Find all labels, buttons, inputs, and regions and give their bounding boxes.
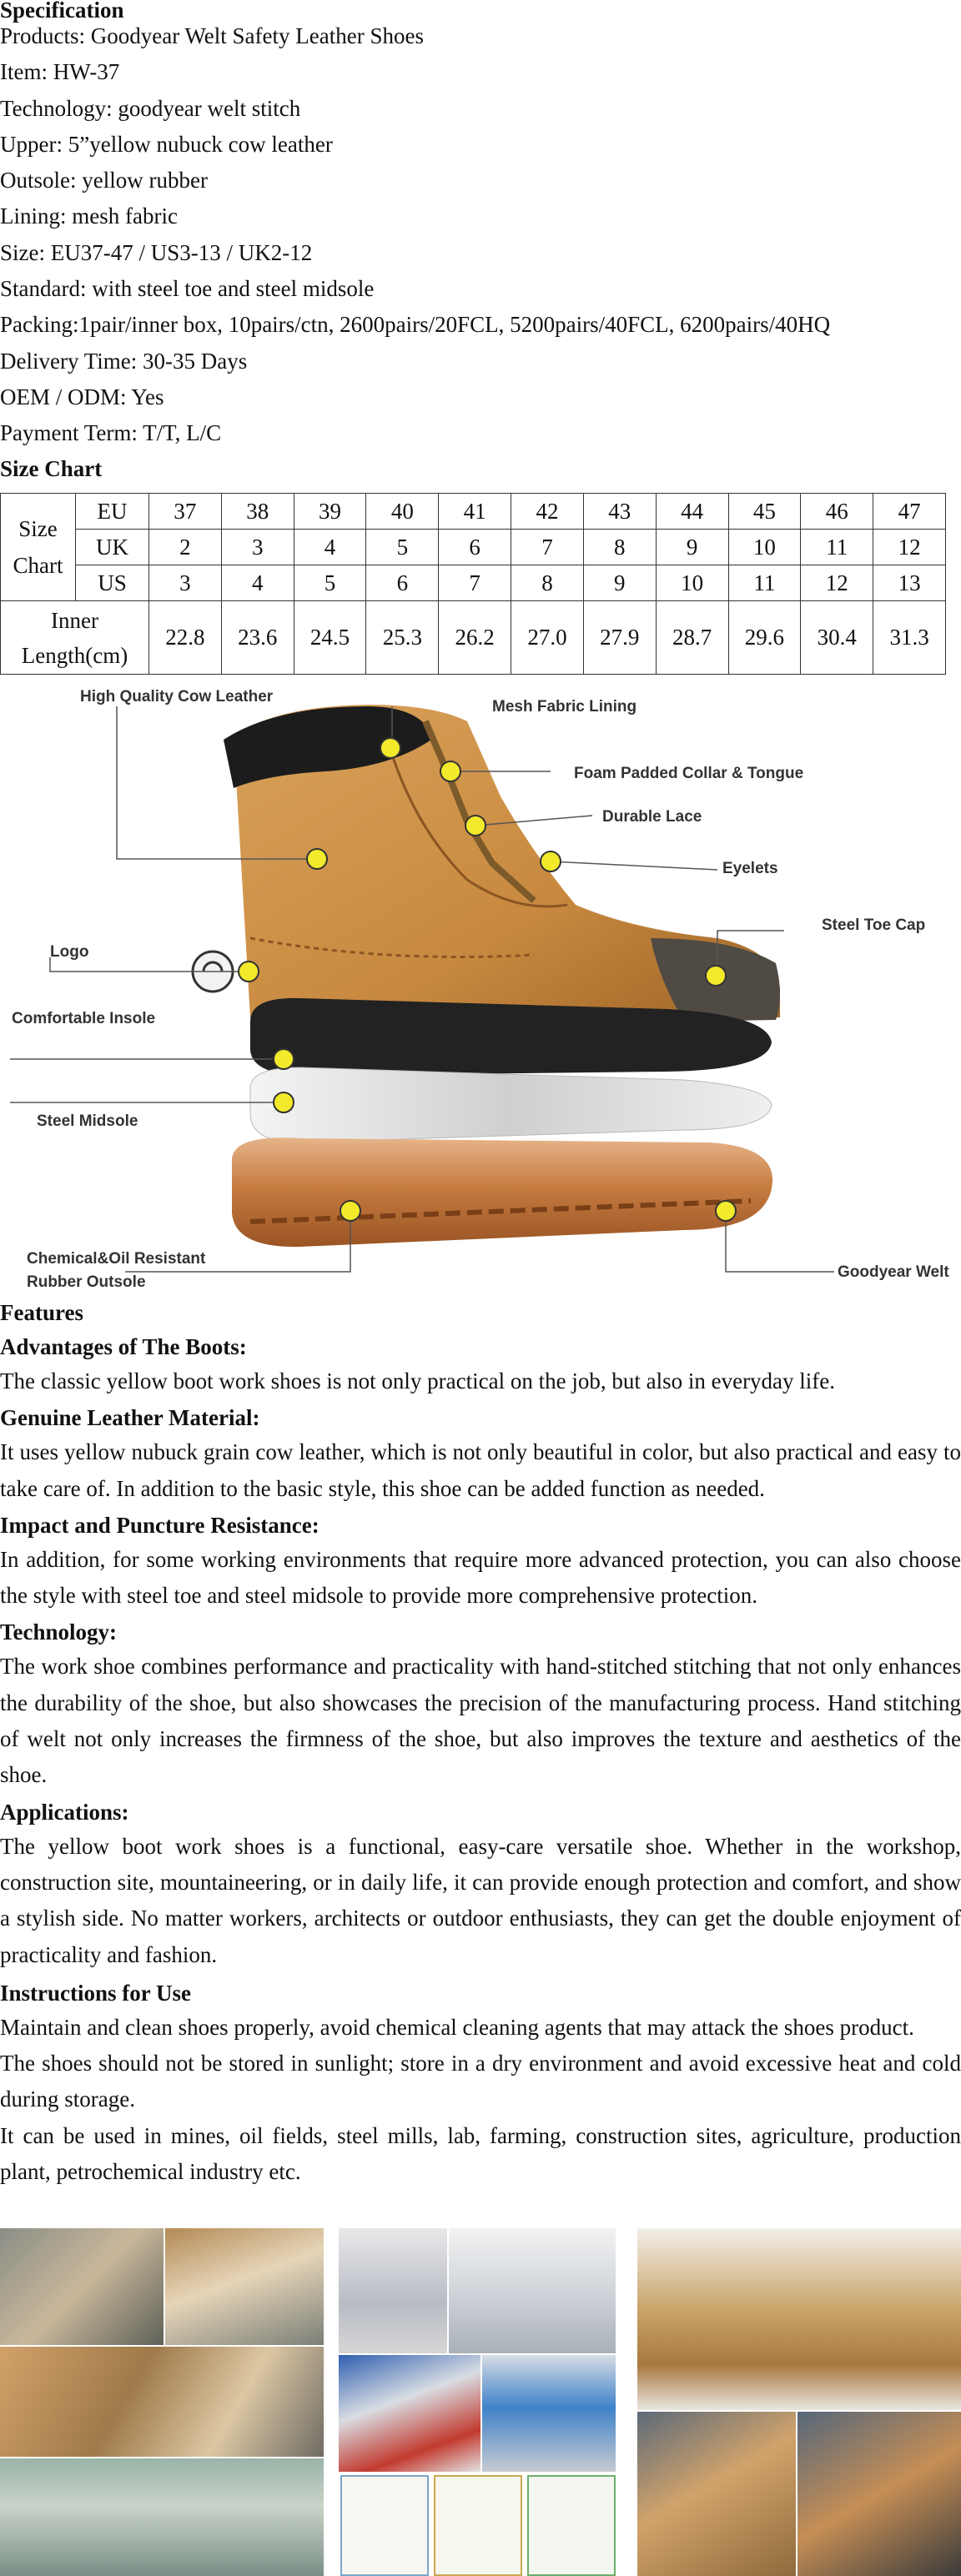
features-heading: Features [0, 1300, 83, 1325]
table-cell: 47 [873, 494, 946, 530]
table-cell: 13 [873, 565, 946, 601]
section-text: It uses yellow nubuck grain cow leather, which is not only beautiful in color, but also practical and easy to take care of. In addition to the basic style, this shoe can be added function as needed. [0, 1439, 961, 1501]
table-cell: 9 [656, 530, 728, 565]
boot-upper [193, 705, 780, 1024]
photo-finished-boots [637, 2228, 961, 2410]
table-cell: 40 [366, 494, 439, 530]
spec-line: Upper: 5”yellow nubuck cow leather [0, 131, 333, 157]
table-cell: 12 [873, 530, 946, 565]
instruction-text: It can be used in mines, oil fields, steel mills, lab, farming, construction sites, agriculture, production plant, petrochemical industry etc. [0, 2122, 961, 2185]
spec-line: OEM / ODM: Yes [0, 384, 164, 409]
photo-lab-equipment-4 [482, 2355, 616, 2472]
photo-certificate-2 [434, 2475, 522, 2576]
section-text: The classic yellow boot work shoes is not only practical on the job, but also in everyday life. [0, 1368, 836, 1393]
spec-line: Technology: goodyear welt stitch [0, 95, 301, 121]
photo-upper-assembly [0, 2347, 324, 2457]
table-cell: 7 [511, 530, 584, 565]
table-cell: 46 [801, 494, 873, 530]
table-cell: 42 [511, 494, 584, 530]
size-chart-table [0, 493, 946, 675]
spec-line: Outsole: yellow rubber [0, 168, 208, 193]
table-cell: 43 [583, 494, 656, 530]
table-cell: 44 [656, 494, 728, 530]
spec-line: Item: HW-37 [0, 59, 120, 85]
table-cell: 28.7 [656, 601, 728, 675]
spec-line: Delivery Time: 30-35 Days [0, 348, 248, 374]
table-cell: 5 [294, 565, 366, 601]
section-title: Impact and Puncture Resistance: [0, 1512, 319, 1538]
section-title: Applications: [0, 1799, 129, 1825]
callout-durable-lace: Durable Lace [602, 808, 702, 826]
table-cell: 38 [221, 494, 294, 530]
photo-insoles [0, 2458, 324, 2576]
section-title: Technology: [0, 1619, 118, 1645]
rubber-outsole [232, 1137, 772, 1247]
table-cell: 25.3 [366, 601, 439, 675]
photo-lab-equipment-2 [449, 2228, 616, 2353]
steel-midsole [250, 1067, 772, 1142]
callout-goodyear-welt: Goodyear Welt [838, 1263, 949, 1281]
section-text: In addition, for some working environments that require more advanced protection, you can also choose the style with steel toe and steel midsole to provide more comprehensive protection. [0, 1546, 961, 1609]
table-cell: US [76, 565, 149, 601]
table-cell: 8 [583, 530, 656, 565]
table-cell: 31.3 [873, 601, 946, 675]
callout-outsole-1: Chemical&Oil Resistant [27, 1250, 206, 1268]
table-cell: 24.5 [294, 601, 366, 675]
photo-boot-handling [637, 2412, 796, 2576]
photo-lasting [165, 2228, 324, 2345]
callout-midsole: Steel Midsole [37, 1112, 138, 1130]
table-cell: 30.4 [801, 601, 873, 675]
section-text: The yellow boot work shoes is a functional, easy-care versatile shoe. Whether in the workshop, construction site, mountaineering, or in daily life, it can provide enough protection and comfort, and show a stylish side. No matter workers, architects or outdoor enthusiasts, they can get the double enjoyment of practicality and fashion. [0, 1833, 961, 1967]
inner-length-label: Inner Length(cm) [1, 601, 149, 675]
table-cell: 11 [728, 565, 801, 601]
size-chart-row-label: Size Chart [1, 494, 76, 601]
table-cell: 27.9 [583, 601, 656, 675]
spec-list [0, 18, 961, 452]
specification-section [0, 0, 961, 482]
table-cell: 6 [366, 565, 439, 601]
section-text: The work shoe combines performance and practicality with hand-stitched stitching that not only enhances the durability of the shoe, but also showcases the precision of the manufacturing process. Hand stitching of welt not only increases the firmness of the shoe, but also improves the texture and aesthetics of the shoe. [0, 1654, 961, 1788]
callout-insole: Comfortable Insole [12, 1010, 156, 1027]
table-cell: 12 [801, 565, 873, 601]
spec-line: Lining: mesh fabric [0, 203, 178, 229]
table-cell: 2 [149, 530, 222, 565]
table-cell: 7 [439, 565, 511, 601]
spec-line: Products: Goodyear Welt Safety Leather Shoes [0, 23, 424, 48]
table-row [1, 530, 946, 565]
callout-cow-leather: High Quality Cow Leather [80, 688, 274, 706]
table-cell: 10 [656, 565, 728, 601]
table-cell: 29.6 [728, 601, 801, 675]
callout-eyelets: Eyelets [722, 860, 778, 877]
table-row [1, 494, 946, 530]
table-cell: 37 [149, 494, 222, 530]
callout-collar-tongue: Foam Padded Collar & Tongue [574, 765, 804, 782]
photo-boot-closeup [797, 2412, 961, 2576]
table-cell: 22.8 [149, 601, 222, 675]
table-cell: 4 [294, 530, 366, 565]
table-cell: 6 [439, 530, 511, 565]
table-row [1, 565, 946, 601]
table-cell: 5 [366, 530, 439, 565]
photo-certificate-1 [340, 2475, 429, 2576]
section-title: Genuine Leather Material: [0, 1405, 260, 1431]
table-cell: 11 [801, 530, 873, 565]
section-title: Advantages of The Boots: [0, 1334, 247, 1359]
specification-heading: Specification [0, 0, 124, 23]
table-cell: 3 [221, 530, 294, 565]
photo-certificate-3 [527, 2475, 616, 2576]
table-cell: 26.2 [439, 601, 511, 675]
table-cell: 4 [221, 565, 294, 601]
photo-lab-equipment-3 [339, 2355, 480, 2472]
table-cell: 39 [294, 494, 366, 530]
callout-logo: Logo [50, 943, 89, 961]
features-section [0, 1297, 961, 2190]
photo-stitching [0, 2228, 164, 2345]
callout-outsole-2: Rubber Outsole [27, 1273, 146, 1291]
callout-steel-toe: Steel Toe Cap [822, 916, 926, 934]
table-cell: 23.6 [221, 601, 294, 675]
instructions-title: Instructions for Use [0, 1980, 191, 2006]
table-cell: 10 [728, 530, 801, 565]
table-cell: 3 [149, 565, 222, 601]
size-chart-heading: Size Chart [0, 455, 103, 481]
boot-diagram [0, 688, 961, 1293]
spec-line: Standard: with steel toe and steel midsole [0, 276, 375, 302]
spec-line: Size: EU37-47 / US3-13 / UK2-12 [0, 239, 313, 265]
table-cell: 45 [728, 494, 801, 530]
spec-line: Packing:1pair/inner box, 10pairs/ctn, 2600pairs/20FCL, 5200pairs/40FCL, 6200pairs/40HQ [0, 312, 831, 338]
instruction-text: Maintain and clean shoes properly, avoid chemical cleaning agents that may attack the shoes product. [0, 2014, 914, 2040]
table-cell: UK [76, 530, 149, 565]
photo-collage [0, 2228, 961, 2576]
table-cell: 27.0 [511, 601, 584, 675]
callout-mesh-lining: Mesh Fabric Lining [492, 698, 637, 716]
instruction-text: The shoes should not be stored in sunlight; store in a dry environment and avoid excessive heat and cold during storage. [0, 2051, 961, 2112]
table-cell: 41 [439, 494, 511, 530]
table-cell: 9 [583, 565, 656, 601]
photo-lab-equipment-1 [339, 2228, 447, 2353]
table-cell: EU [76, 494, 149, 530]
table-cell: 8 [511, 565, 584, 601]
spec-line: Payment Term: T/T, L/C [0, 420, 222, 446]
table-row [1, 601, 946, 675]
